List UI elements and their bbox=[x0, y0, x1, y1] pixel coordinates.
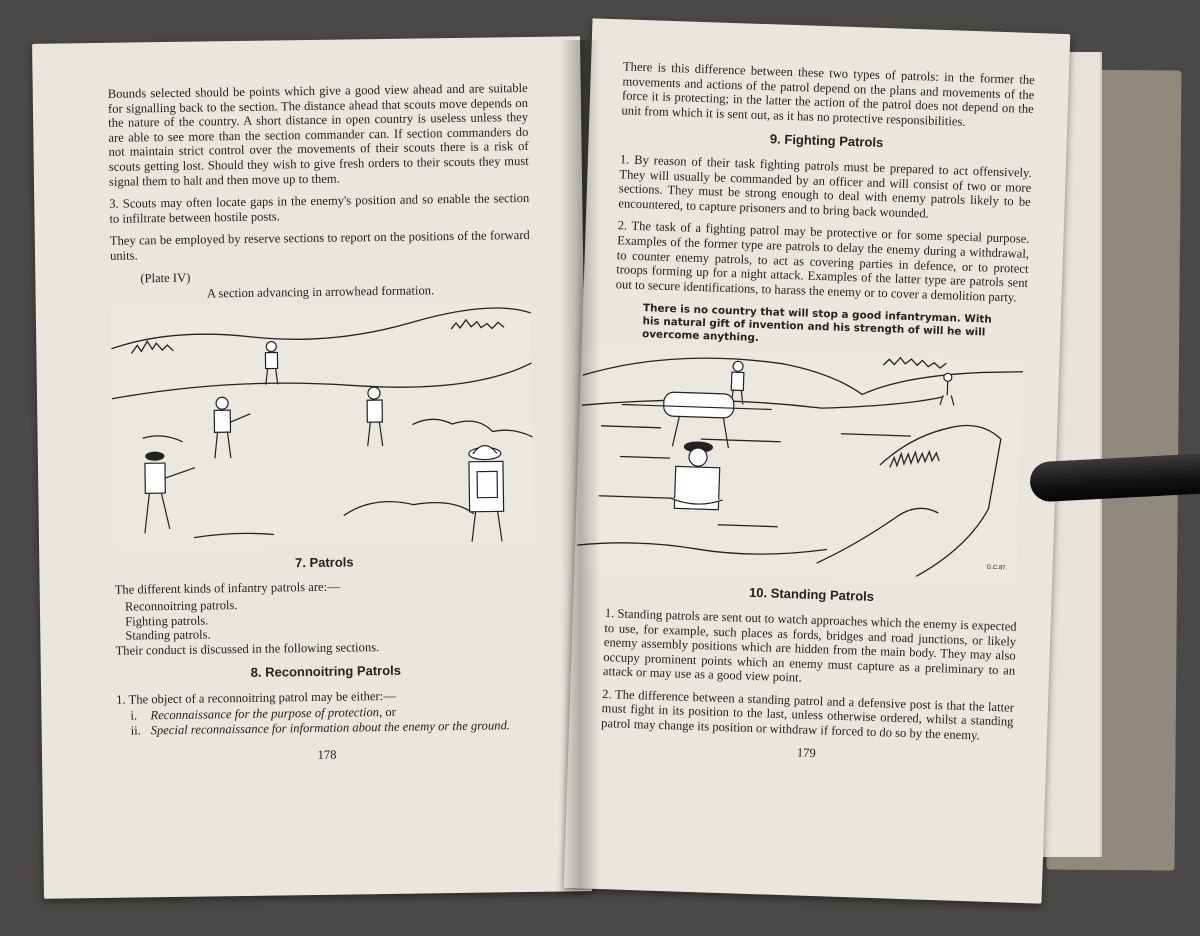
patrol-types-list bbox=[125, 594, 536, 644]
section-10-heading: 10. Standing Patrols bbox=[748, 585, 875, 605]
left-page bbox=[32, 36, 592, 899]
paragraph-fighting-2: 2. The task of a fighting patrol may be protective or for some special purpose. Examples of the former type are patrols to delay the enemy during a withdrawal, to counter enemy patrols, to act as covering parties in defence, or to protect troops forming up for a night attack. Examples of the latter type are patrols sent out to secure identifications, to harass the enemy or to cover a demolition party. bbox=[615, 218, 1030, 305]
section-7-heading: 7. Patrols bbox=[294, 554, 354, 570]
section-9-heading: 9. Fighting Patrols bbox=[769, 131, 884, 151]
paragraph-standing-2: 2. The difference between a standing patrol and a defensive post is that the latter must fight in its position to the last, unless otherwise ordered, whilst a standing patrol may change its position or withdraw if forced to do so by the enemy. bbox=[600, 686, 1015, 743]
illustration-quote: There is no country that will stop a good infantryman. With his natural gift of invention and his strength of will he will overcome anything. bbox=[641, 302, 992, 345]
list-item-number: i. bbox=[130, 708, 138, 724]
river-crossing-illustration bbox=[576, 346, 1023, 585]
paragraph-fighting-1: 1. By reason of their task fighting patrols must be prepared to act offensively. They will usually be commanded by an officer and will consist of two or more sections. They must be strong enough to deal with enemy patrols likely to be encountered, to capture prisoners and to bring back wounded. bbox=[618, 152, 1032, 221]
page-number: 179 bbox=[796, 745, 816, 760]
patrol-outro: Their conduct is discussed in the following sections. bbox=[115, 639, 380, 658]
list-item: Standing patrols. bbox=[125, 627, 211, 643]
artist-initials: G.C.87. bbox=[986, 564, 1008, 572]
paragraph-bounds: Bounds selected should be points which give a good view ahead and are suitable for signalling back to the section. The distance ahead that scouts move depends on the nature of the country. A short distance in open country is useless unless they are able to see more than the section commander can. If section commanders do not maintain strict control over the movements of their scouts there is a risk of scouts getting lost. Should they wish to give fresh orders to their scouts they must signal them to halt and then move up to them. bbox=[107, 80, 529, 189]
right-page bbox=[564, 18, 1071, 903]
plate-label: (Plate IV) bbox=[140, 270, 191, 285]
paragraph-patrol-difference: There is this difference between these two types of patrols: in the former the movements and actions of the patrol depend on the plans and movements of the force it is protecting; in the latter the action of the patrol does not depend on the unit from which it is sent out, as it has no protective responsibilities. bbox=[621, 59, 1035, 129]
left-page-content bbox=[108, 81, 537, 765]
arrowhead-formation-illustration bbox=[111, 303, 534, 549]
paragraph-reserve-sections: They can be employed by reserve sections to report on the positions of the forward units. bbox=[109, 228, 530, 263]
section-8-heading: 8. Reconnoitring Patrols bbox=[250, 663, 402, 681]
plate-caption: A section advancing in arrowhead formation. bbox=[206, 283, 435, 301]
list-item-text: Special reconnaissance for information about the enemy or the ground. bbox=[150, 718, 511, 738]
page-number: 178 bbox=[317, 747, 337, 762]
patrol-intro: The different kinds of infantry patrols are:— bbox=[114, 579, 340, 598]
list-item-number: ii. bbox=[130, 723, 141, 738]
paragraph-scouts-gaps: 3. Scouts may often locate gaps in the enemy's position and so enable the section to infiltrate between hostile posts. bbox=[109, 191, 530, 226]
object-line: 1. The object of a reconnoitring patrol may be either:— bbox=[116, 688, 396, 707]
list-item-suffix: or bbox=[382, 705, 396, 720]
list-item: Reconnoitring patrols. bbox=[124, 597, 238, 614]
paragraph-standing-1: 1. Standing patrols are sent out to watch approaches which the enemy is expected to use, for example, such places as fords, bridges and road junctions, or likely enemy assembly positions which are hidden from the main body. They may also occupy prominent points which an enemy must capture as a preliminary to an attack or may use as a good view point. bbox=[602, 605, 1017, 685]
list-item: Fighting patrols. bbox=[125, 612, 209, 629]
list-item-text: Reconnaissance for the purpose of protection, bbox=[150, 705, 383, 723]
right-page-content bbox=[600, 59, 1035, 767]
objects-list bbox=[130, 703, 536, 738]
